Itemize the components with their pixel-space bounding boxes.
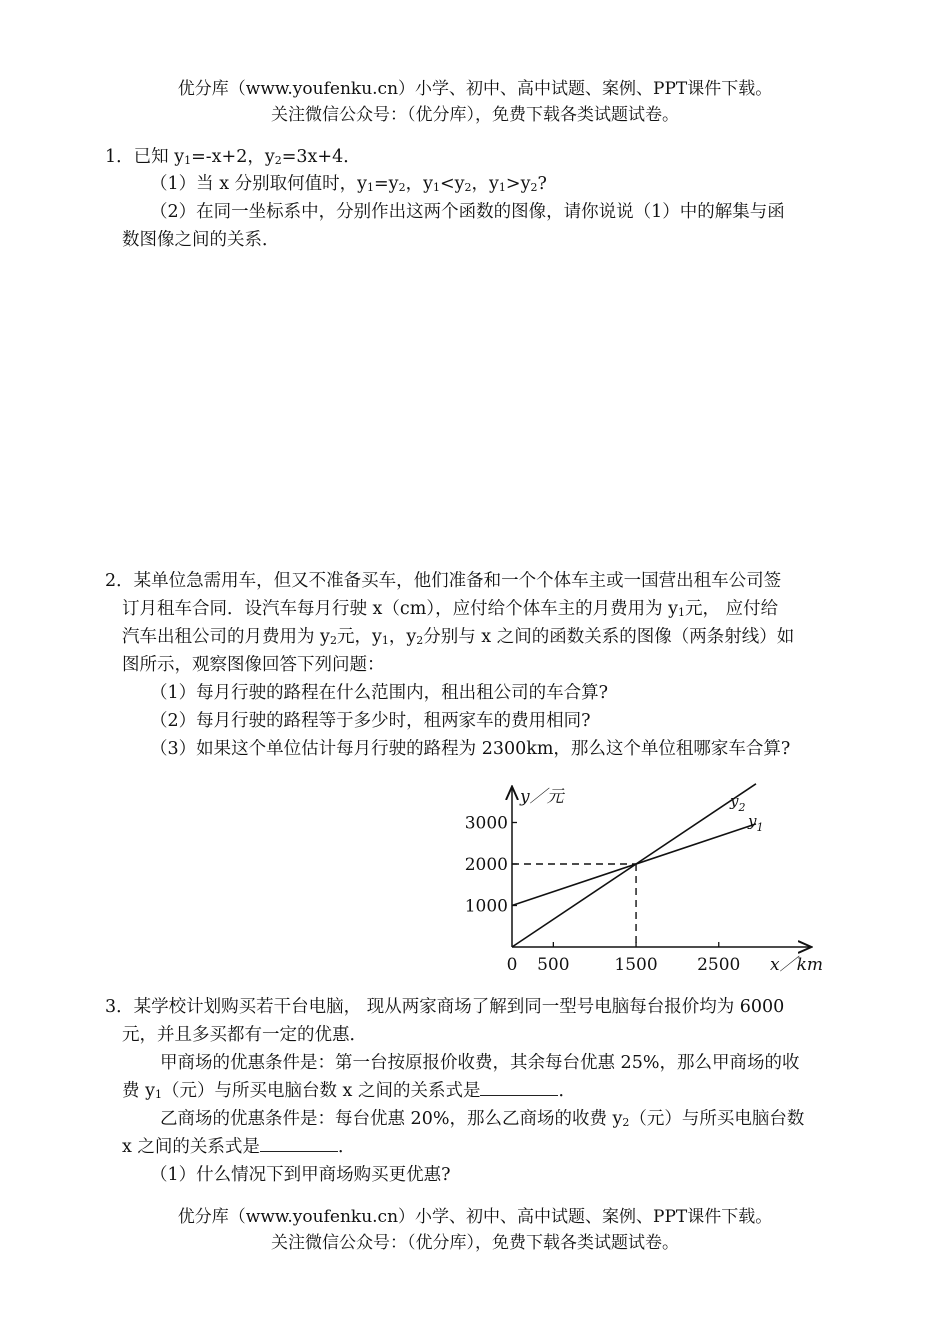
series-label-y2: $y_2$ — [729, 791, 746, 814]
series-line-y2 — [512, 784, 756, 947]
q2-line-3: 汽车出租公司的月费用为 $y_2$元，$y_1$，$y_2$分别与 x 之间的函数关系的图像（两条射线）如 — [122, 627, 795, 647]
q3-line-4: 费 $y_1$（元）与所买电脑台数 x 之间的关系式是 ． — [122, 1081, 576, 1101]
header-line-2: 关注微信公众号：（优分库），免费下载各类试题试卷。 — [271, 105, 679, 125]
q1-part-2-cont: 数图像之间的关系． — [122, 230, 280, 250]
answer-blank-2[interactable] — [260, 1137, 338, 1152]
header-line-1: 优分库（www.youfenku.cn）小学、初中、高中试题、案例、PPT课件下载。 — [177, 79, 773, 99]
q3-line-2: 元，并且多买都有一定的优惠． — [122, 1025, 367, 1045]
series-label-y1: $y_1$ — [747, 811, 764, 834]
q3-line-6: x 之间的关系式是 ． — [122, 1137, 356, 1157]
q2-line-1: 2．某单位急需用车，但又不准备买车，他们准备和一个个体车主或一国营出租车公司签 — [105, 571, 782, 591]
q3-line-5: 乙商场的优惠条件是：每台优惠 20%，那么乙商场的收费 $y_2$（元）与所买电脑台数 — [160, 1109, 805, 1129]
q2-sub-1: （1）每月行驶的路程在什么范围内，租出租公司的车合算? — [150, 683, 609, 703]
footer-line-1: 优分库（www.youfenku.cn）小学、初中、高中试题、案例、PPT课件下载。 — [177, 1207, 773, 1227]
q1-line-1: 1．已知 $y_1=-x+2$，$y_2=3x+4$． — [105, 147, 361, 167]
x-tick-label: 2500 — [697, 955, 741, 975]
y-tick-label: 1000 — [464, 896, 508, 917]
y-tick-label: 2000 — [464, 855, 508, 875]
q2-sub-2: （2）每月行驶的路程等于多少时，租两家车的费用相同? — [150, 711, 591, 731]
q3-line-1: 3．某学校计划购买若干台电脑， 现从两家商场了解到同一型号电脑每台报价均为 6000 — [105, 997, 785, 1017]
x-tick-label: 1500 — [614, 955, 658, 975]
q2-line-2: 订月租车合同．设汽车每月行驶 x（cm），应付给个体车主的月费用为 $y_1$元， 应付给 — [122, 599, 779, 619]
q2-sub-3: （3）如果这个单位估计每月行驶的路程为 2300km，那么这个单位租哪家车合算? — [150, 739, 791, 759]
answer-blank-1[interactable] — [480, 1081, 558, 1096]
footer-line-2: 关注微信公众号：（优分库），免费下载各类试题试卷。 — [271, 1233, 679, 1253]
y-tick-label: 3000 — [464, 813, 508, 834]
q3-sub-1: （1）什么情况下到甲商场购买更优惠? — [150, 1165, 451, 1185]
q3-line-3: 甲商场的优惠条件是：第一台按原报价收费，其余每台优惠 25%，那么甲商场的收 — [160, 1053, 800, 1073]
x-axis-label: x／km — [770, 955, 824, 975]
x-tick-label: 0 — [506, 955, 518, 975]
q1-part-2: （2）在同一坐标系中，分别作出这两个函数的图像，请你说说（1）中的解集与函 — [150, 202, 785, 222]
x-tick-label: 500 — [537, 955, 570, 975]
q1-part-1: （1）当 x 分别取何值时，$y_1=y_2$，$y_1<y_2$，$y_1>y_2$? — [150, 174, 547, 194]
y-axis-label: y／元 — [520, 787, 564, 807]
cost-chart — [464, 780, 850, 980]
q2-line-4: 图所示，观察图像回答下列问题： — [122, 655, 385, 675]
